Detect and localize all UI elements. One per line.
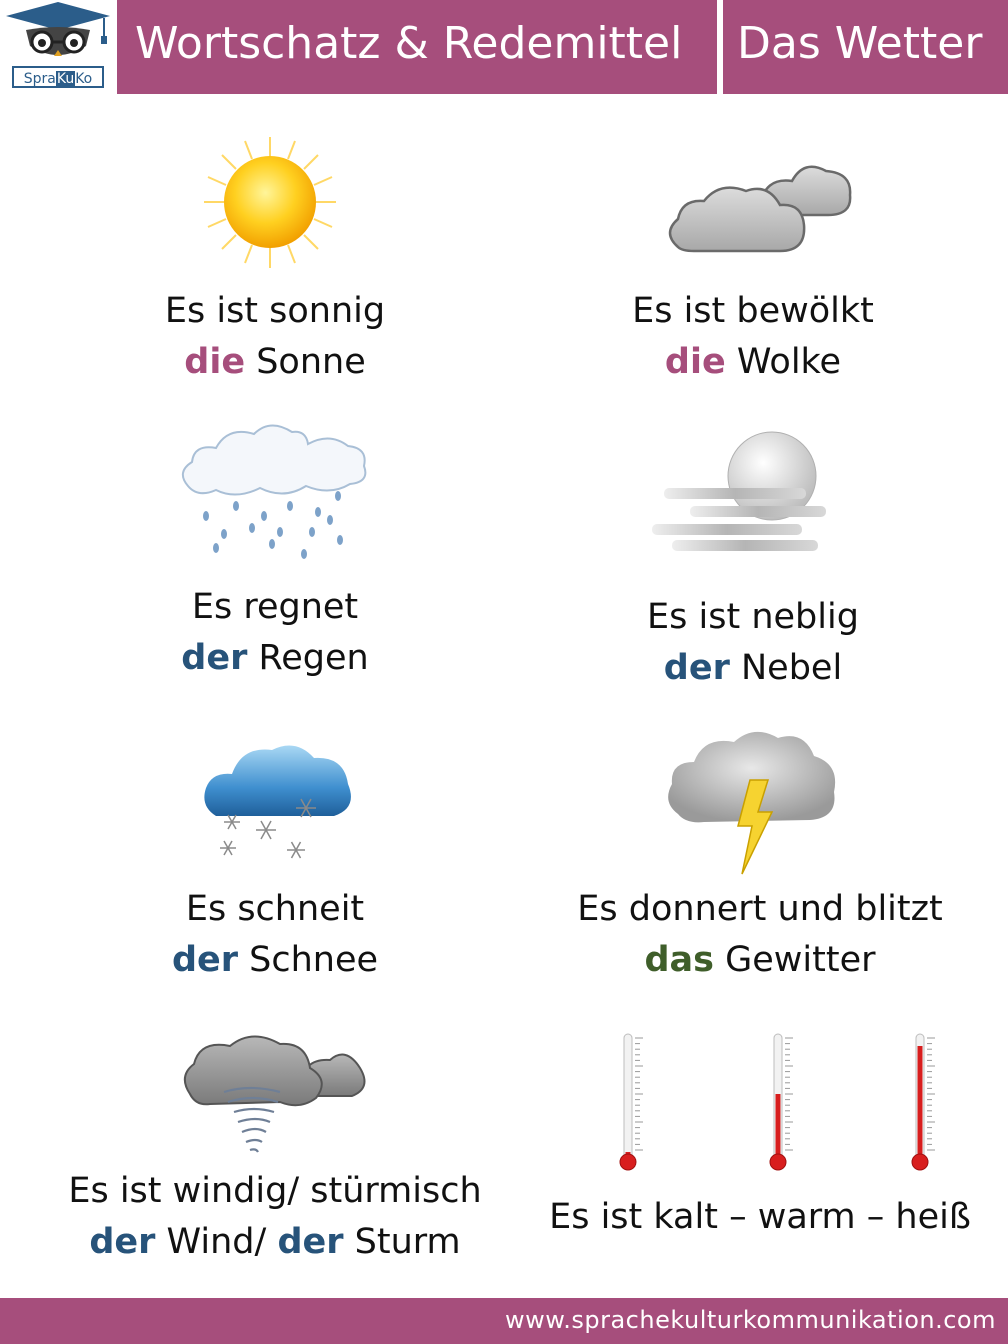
phrase: Es ist kalt – warm – heiß — [549, 1197, 971, 1237]
noun: Wind/ — [166, 1222, 267, 1262]
entry-sunny — [100, 286, 450, 388]
entry-wind — [40, 1166, 510, 1268]
snow-cloud-icon — [198, 736, 358, 866]
sun-icon — [200, 135, 340, 270]
footer — [0, 1298, 1008, 1344]
phrase: Es schneit — [185, 889, 365, 929]
thermometer — [620, 1034, 643, 1170]
thunderstorm-icon — [664, 722, 840, 878]
phrase: Es ist bewölkt — [632, 291, 874, 331]
thermometer — [912, 1034, 935, 1170]
article: der — [181, 638, 248, 678]
noun: Gewitter — [725, 940, 876, 980]
thermometer — [770, 1034, 793, 1170]
entry-temperature — [540, 1192, 980, 1243]
article: die — [664, 342, 726, 382]
article: der — [89, 1222, 156, 1262]
entry-rain — [100, 582, 450, 684]
noun-line — [578, 337, 928, 388]
noun: Wolke — [736, 342, 842, 382]
article: der — [663, 648, 730, 688]
article: der — [171, 940, 238, 980]
entry-thunderstorm — [560, 884, 960, 986]
noun: Sturm — [354, 1222, 461, 1262]
title-bar — [117, 0, 717, 94]
owl-graduate-icon — [0, 0, 117, 66]
article: das — [644, 940, 714, 980]
page-title: Wortschatz & Redemittel — [135, 18, 683, 69]
thermometer-icon — [600, 1028, 960, 1173]
phrase: Es regnet — [191, 587, 359, 627]
noun-line — [100, 337, 450, 388]
entry-snow — [100, 884, 450, 986]
logo-text: SpraKuKo — [12, 66, 104, 88]
entry-cloudy — [578, 286, 928, 388]
cloud-icon — [664, 155, 856, 257]
topic-title: Das Wetter — [737, 18, 983, 69]
noun: Nebel — [741, 648, 843, 688]
phrase: Es ist sonnig — [164, 291, 386, 331]
noun-line — [100, 935, 450, 986]
footer-url[interactable]: www.sprachekulturkommunikation.com — [505, 1306, 996, 1334]
phrase: Es donnert und blitzt — [577, 889, 943, 929]
noun-line — [560, 935, 960, 986]
noun-line — [578, 643, 928, 694]
rain-cloud-icon — [180, 420, 370, 565]
noun-line — [100, 633, 450, 684]
noun: Schnee — [249, 940, 379, 980]
entry-fog — [578, 592, 928, 694]
noun: Sonne — [256, 342, 366, 382]
article: der — [277, 1222, 344, 1262]
logo — [0, 0, 117, 94]
phrase: Es ist neblig — [647, 597, 859, 637]
topic-bar — [723, 0, 1008, 94]
noun-line — [40, 1217, 510, 1268]
fog-icon — [650, 428, 830, 558]
noun: Regen — [258, 638, 369, 678]
article: die — [184, 342, 246, 382]
phrase: Es ist windig/ stürmisch — [68, 1171, 482, 1211]
tornado-icon — [180, 1028, 370, 1160]
header — [0, 0, 1008, 94]
